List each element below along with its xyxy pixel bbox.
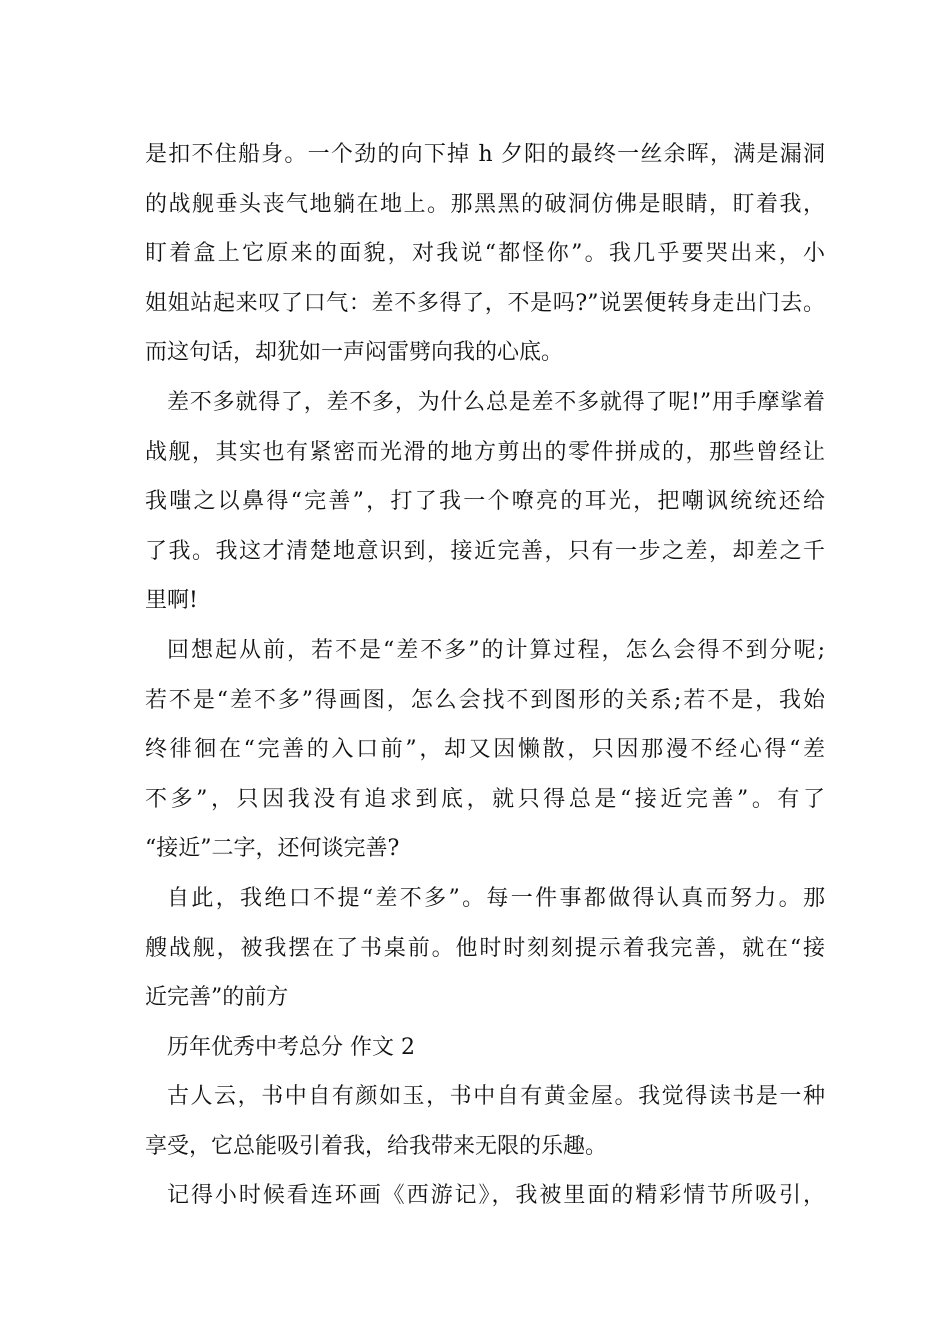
text-line: 的战舰垂头丧气地躺在地上。那黑黑的破洞仿佛是眼睛，盯着我， [145,191,825,217]
text-line: 盯着盒上它原来的面貌，对我说“都怪你”。我几乎要哭出来，小 [145,241,825,267]
text-line: 差不多就得了，差不多，为什么总是差不多就得了呢!”用手摩挲着 [167,389,825,415]
text-line: “接近”二字，还何谈完善? [145,836,400,862]
text-line: 姐姐站起来叹了口气：差不多得了，不是吗?”说罢便转身走出门去。 [145,290,825,316]
text-line: 了我。我这才清楚地意识到，接近完善，只有一步之差，却差之千 [145,538,825,564]
essay-body [145,130,825,1221]
text-line: 回想起从前，若不是“差不多”的计算过程，怎么会得不到分呢; [167,637,825,663]
text-line: 终徘徊在“完善的入口前”，却又因懒散，只因那漫不经心得“差 [145,737,825,763]
text-line: 不多”，只因我没有追求到底，就只得总是“接近完善”。有了 [145,786,825,812]
text-line: 自此，我绝口不提“差不多”。每一件事都做得认真而努力。那 [167,885,825,911]
text-line: 近完善”的前方 [145,985,289,1011]
text-line: 艘战舰，被我摆在了书桌前。他时时刻刻提示着我完善，就在“接 [145,935,825,961]
text-line: 若不是“差不多”得画图，怎么会找不到图形的关系;若不是，我始 [145,687,825,713]
text-line: 享受，它总能吸引着我，给我带来无限的乐趣。 [145,1133,608,1159]
text-line: 里啊! [145,588,198,614]
text-line: 记得小时候看连环画《西游记》，我被里面的精彩情节所吸引， [167,1183,825,1209]
text-line: 而这句话，却犹如一声闷雷劈向我的心底。 [145,340,564,366]
section-heading: 历年优秀中考总分 作文 2 [167,1034,415,1060]
text-line: 是扣不住船身。一个劲的向下掉 h 夕阳的最终一丝余晖，满是漏洞 [145,142,825,167]
text-line: 战舰，其实也有紧密而光滑的地方剪出的零件拼成的，那些曾经让 [145,439,825,465]
text-line: 我嗤之以鼻得“完善”，打了我一个嘹亮的耳光，把嘲讽统统还给 [145,489,825,515]
text-line: 古人云，书中自有颜如玉，书中自有黄金屋。我觉得读书是一种 [167,1084,825,1110]
